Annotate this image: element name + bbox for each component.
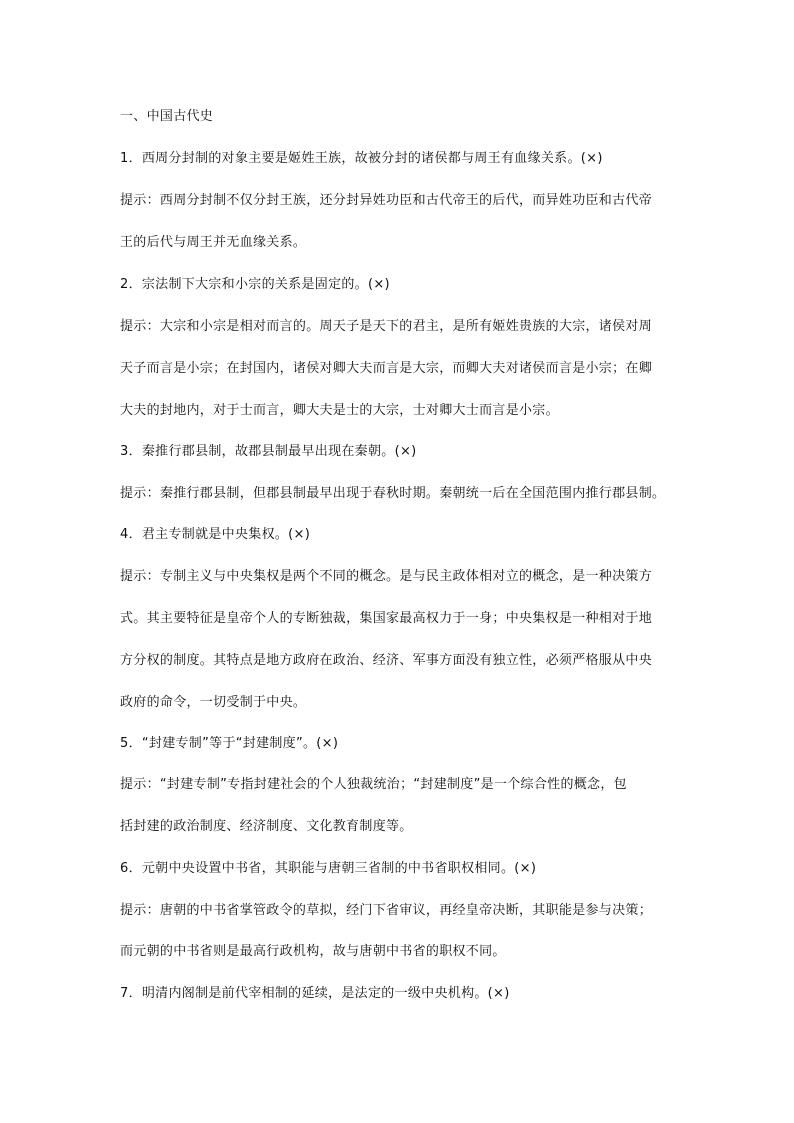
question-7: 7．明清内阁制是前代宰相制的延续，是法定的一级中央机构。(×) (120, 986, 510, 1001)
hint-6-line-1: 提示：唐朝的中书省掌管政令的草拟，经门下省审议，再经皇帝决断，其职能是参与决策； (120, 903, 653, 918)
hint-5-line-1: 提示：“封建专制”专指封建社会的个人独裁统治；“封建制度”是一个综合性的概念，包 (120, 777, 627, 792)
hint-2-line-1: 提示：大宗和小宗是相对而言的。周天子是天下的君主，是所有姬姓贵族的大宗，诸侯对周 (120, 319, 653, 334)
hint-6-line-2: 而元朝的中书省则是最高行政机构，故与唐朝中书省的职权不同。 (120, 944, 506, 959)
question-4: 4．君主专制就是中央集权。(×) (120, 527, 311, 542)
question-3: 3．秦推行郡县制，故郡县制最早出现在秦朝。(×) (120, 444, 417, 459)
hint-1-line-2: 王的后代与周王并无血缘关系。 (120, 235, 307, 250)
hint-5-line-2: 括封建的政治制度、经济制度、文化教育制度等。 (120, 819, 413, 834)
hint-4-line-4: 政府的命令，一切受制于中央。 (120, 695, 307, 710)
question-6: 6．元朝中央设置中书省，其职能与唐朝三省制的中书省职权相同。(×) (120, 861, 537, 876)
hint-1-line-1: 提示：西周分封制不仅分封王族，还分封异姓功臣和古代帝王的后代，而异姓功臣和古代帝 (120, 193, 653, 208)
hint-2-line-2: 天子而言是小宗；在封国内，诸侯对卿大夫而言是大宗，而卿大夫对诸侯而言是小宗；在卿 (120, 361, 653, 376)
section-title: 一、中国古代史 (120, 109, 214, 124)
hint-3-line-1: 提示：秦推行郡县制，但郡县制最早出现于春秋时期。秦朝统一后在全国范围内推行郡县制。 (120, 486, 666, 501)
hint-4-line-1: 提示：专制主义与中央集权是两个不同的概念。是与民主政体相对立的概念，是一种决策方 (120, 569, 653, 584)
hint-4-line-3: 方分权的制度。其特点是地方政府在政治、经济、军事方面没有独立性，必须严格服从中央 (120, 653, 653, 668)
question-2: 2．宗法制下大宗和小宗的关系是固定的。(×) (120, 277, 390, 292)
hint-2-line-3: 大夫的封地内，对于士而言，卿大夫是士的大宗，士对卿大士而言是小宗。 (120, 403, 559, 418)
question-5: 5．“封建专制”等于“封建制度”。(×) (120, 736, 339, 751)
hint-4-line-2: 式。其主要特征是皇帝个人的专断独裁，集国家最高权力于一身；中央集权是一种相对于地 (120, 611, 653, 626)
question-1: 1．西周分封制的对象主要是姬姓王族，故被分封的诸侯都与周王有血缘关系。(×) (120, 151, 603, 166)
